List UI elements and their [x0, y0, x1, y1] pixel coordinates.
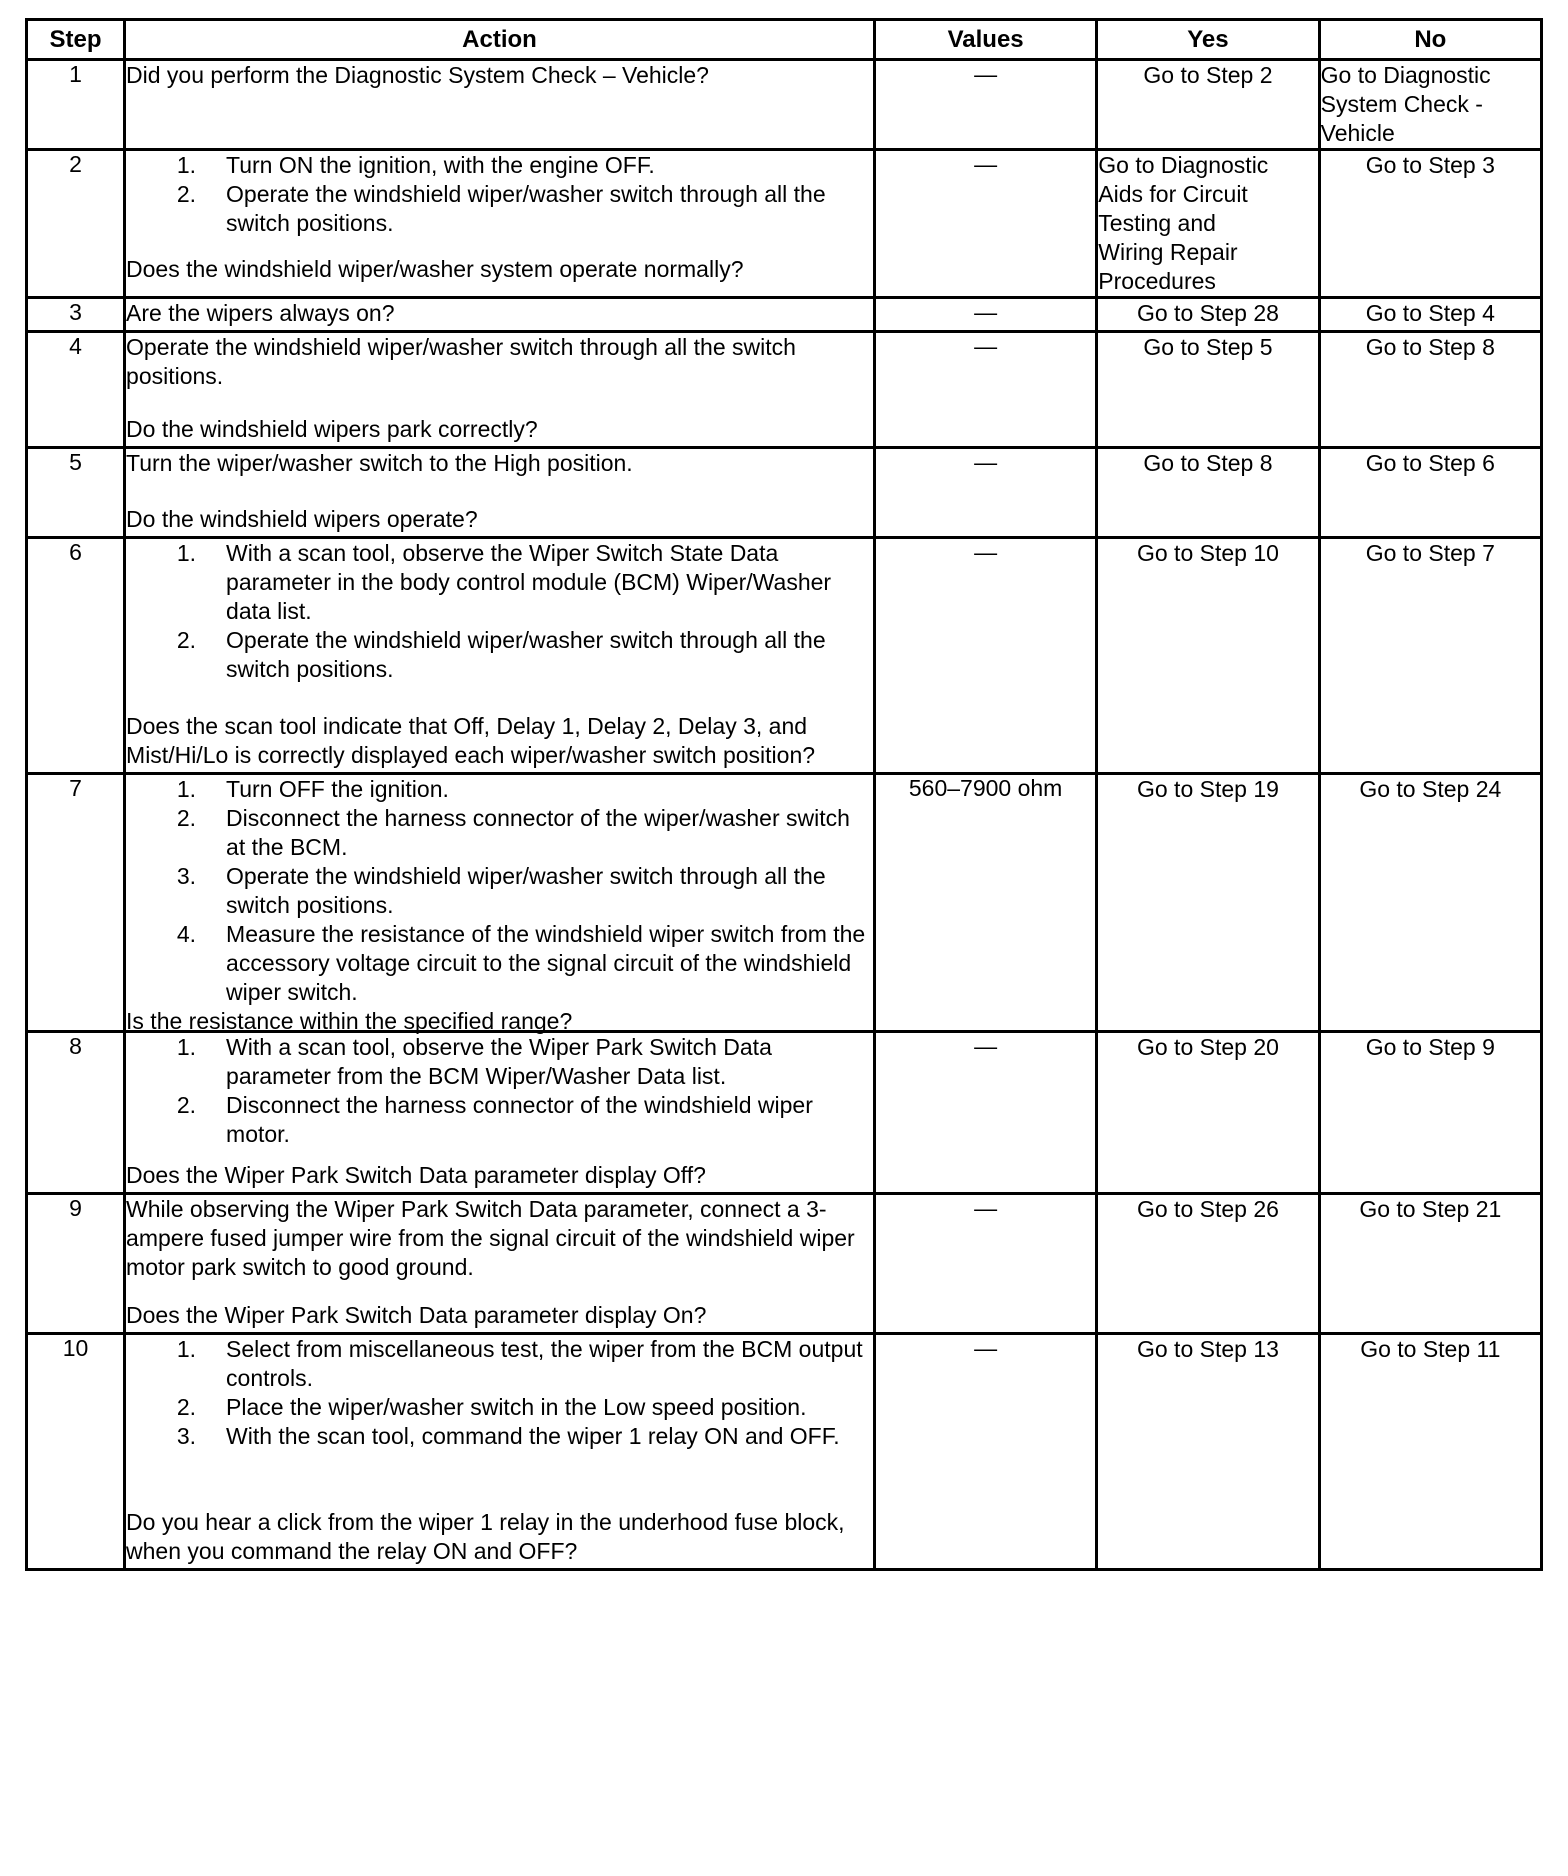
yes-action: Go to Step 26	[1097, 1194, 1319, 1334]
substep-text: Place the wiper/washer switch in the Low speed position.	[226, 1394, 807, 1420]
table-row	[27, 332, 1542, 448]
action-content	[126, 61, 873, 138]
substep-item	[126, 804, 873, 862]
yes-action: Go to Step 5	[1097, 332, 1319, 448]
action-top	[126, 61, 873, 90]
no-action: Go to Step 9	[1319, 1032, 1541, 1194]
substep-number: 2.	[176, 805, 197, 831]
action-question: Do the windshield wipers park correctly?	[126, 416, 538, 442]
action-cell	[125, 538, 875, 774]
action-content	[126, 449, 873, 534]
table-row	[27, 150, 1542, 298]
step-number: 8	[27, 1032, 125, 1194]
substep-text: Measure the resistance of the windshield wiper switch from the accessory voltage circuit to the signal circuit of the windshield wiper switch.	[226, 921, 866, 1005]
header-yes: Yes	[1097, 20, 1319, 60]
values-cell: —	[874, 1194, 1096, 1334]
step-number: 6	[27, 538, 125, 774]
substep-text: Operate the windshield wiper/washer switch through all the switch positions.	[226, 863, 826, 918]
action-question: Does the scan tool indicate that Off, Delay 1, Delay 2, Delay 3, and Mist/Hi/Lo is correctly displayed each wiper/washer switch position?	[126, 713, 816, 768]
action-content	[126, 1195, 873, 1330]
action-content	[126, 539, 873, 770]
action-question: Does the Wiper Park Switch Data parameter display Off?	[126, 1162, 706, 1188]
diagnostic-table	[25, 18, 1543, 1571]
action-intro: Turn the wiper/washer switch to the High position.	[126, 450, 633, 476]
table-row	[27, 1194, 1542, 1334]
header-row	[27, 20, 1542, 60]
substep-text: With a scan tool, observe the Wiper Switch State Data parameter in the body control module (BCM) Wiper/Washer data list.	[226, 540, 832, 624]
action-cell	[125, 774, 875, 1032]
action-question: Do the windshield wipers operate?	[126, 506, 478, 532]
substep-number: 2.	[176, 1394, 197, 1420]
action-cell	[125, 332, 875, 448]
action-cell	[125, 1032, 875, 1194]
action-content	[126, 333, 873, 444]
no-action: Go to Diagnostic System Check - Vehicle	[1319, 60, 1541, 150]
values-cell: 560–7900 ohm	[874, 774, 1096, 1032]
substep-item	[126, 1033, 873, 1091]
action-top	[126, 775, 873, 1007]
action-top	[126, 1335, 873, 1451]
step-number: 3	[27, 298, 125, 332]
substep-list	[126, 151, 873, 238]
table-row	[27, 774, 1542, 1032]
substep-item	[126, 626, 873, 684]
header-step: Step	[27, 20, 125, 60]
substep-item	[126, 1393, 873, 1422]
header-action: Action	[125, 20, 875, 60]
substep-list	[126, 1033, 873, 1149]
values-cell: —	[874, 60, 1096, 150]
substep-text: Select from miscellaneous test, the wiper from the BCM output controls.	[226, 1336, 863, 1391]
action-cell	[125, 1334, 875, 1570]
substep-item	[126, 1335, 873, 1393]
action-top	[126, 1195, 873, 1282]
substep-text: Operate the windshield wiper/washer switch through all the switch positions.	[226, 181, 826, 236]
action-top	[126, 539, 873, 684]
action-content	[126, 1335, 873, 1566]
substep-text: Disconnect the harness connector of the wiper/washer switch at the BCM.	[226, 805, 850, 860]
no-action: Go to Step 11	[1319, 1334, 1541, 1570]
no-action: Go to Step 3	[1319, 150, 1541, 298]
values-cell: —	[874, 1334, 1096, 1570]
table-row	[27, 298, 1542, 332]
action-cell	[125, 60, 875, 150]
substep-number: 1.	[176, 152, 197, 178]
step-number: 10	[27, 1334, 125, 1570]
yes-action: Go to Step 28	[1097, 298, 1319, 332]
step-number: 7	[27, 774, 125, 1032]
substep-list	[126, 775, 873, 1007]
substep-number: 3.	[176, 1423, 197, 1449]
substep-number: 1.	[176, 776, 197, 802]
table-row	[27, 60, 1542, 150]
header-no: No	[1319, 20, 1541, 60]
action-top	[126, 449, 873, 478]
no-action: Go to Step 4	[1319, 298, 1541, 332]
substep-item	[126, 1422, 873, 1451]
values-cell: —	[874, 298, 1096, 332]
action-content	[126, 151, 873, 284]
yes-action: Go to Step 2	[1097, 60, 1319, 150]
action-intro: Operate the windshield wiper/washer switch through all the switch positions.	[126, 334, 796, 389]
substep-number: 4.	[176, 921, 197, 947]
substep-item	[126, 862, 873, 920]
action-content	[126, 299, 873, 328]
step-number: 5	[27, 448, 125, 538]
table-row	[27, 1032, 1542, 1194]
action-cell	[125, 448, 875, 538]
no-action: Go to Step 21	[1319, 1194, 1541, 1334]
substep-text: Turn ON the ignition, with the engine OFF.	[226, 152, 655, 178]
substep-item	[126, 151, 873, 180]
yes-action: Go to Step 8	[1097, 448, 1319, 538]
substep-text: With a scan tool, observe the Wiper Park Switch Data parameter from the BCM Wiper/Washer Data list.	[226, 1034, 772, 1089]
action-top	[126, 1033, 873, 1149]
substep-item	[126, 920, 873, 1007]
substep-list	[126, 1335, 873, 1451]
values-cell: —	[874, 1032, 1096, 1194]
action-intro: While observing the Wiper Park Switch Data parameter, connect a 3-ampere fused jumper wire from the signal circuit of the windshield wiper motor park switch to good ground.	[126, 1196, 855, 1280]
no-action: Go to Step 6	[1319, 448, 1541, 538]
action-question: Is the resistance within the specified range?	[126, 1008, 573, 1034]
table-row	[27, 448, 1542, 538]
values-cell: —	[874, 538, 1096, 774]
table-row	[27, 538, 1542, 774]
action-content	[126, 1033, 873, 1190]
action-question: Are the wipers always on?	[126, 300, 395, 326]
substep-number: 1.	[176, 1336, 197, 1362]
no-action: Go to Step 7	[1319, 538, 1541, 774]
step-number: 1	[27, 60, 125, 150]
action-content	[126, 775, 873, 1034]
yes-action: Go to Step 20	[1097, 1032, 1319, 1194]
step-number: 4	[27, 332, 125, 448]
values-cell: —	[874, 448, 1096, 538]
substep-number: 1.	[176, 540, 197, 566]
substep-text: Operate the windshield wiper/washer switch through all the switch positions.	[226, 627, 826, 682]
action-cell	[125, 1194, 875, 1334]
substep-item	[126, 775, 873, 804]
action-cell	[125, 298, 875, 332]
substep-item	[126, 180, 873, 238]
action-question: Does the windshield wiper/washer system operate normally?	[126, 256, 744, 282]
step-number: 9	[27, 1194, 125, 1334]
substep-list	[126, 539, 873, 684]
substep-item	[126, 539, 873, 626]
step-number: 2	[27, 150, 125, 298]
substep-text: Turn OFF the ignition.	[226, 776, 449, 802]
substep-number: 3.	[176, 863, 197, 889]
substep-number: 2.	[176, 627, 197, 653]
no-action: Go to Step 24	[1319, 774, 1541, 1032]
yes-action: Go to Step 10	[1097, 538, 1319, 774]
action-question: Do you hear a click from the wiper 1 relay in the underhood fuse block, when you command the relay ON and OFF?	[126, 1509, 845, 1564]
action-intro: Did you perform the Diagnostic System Check – Vehicle?	[126, 62, 709, 88]
values-cell: —	[874, 150, 1096, 298]
action-question: Does the Wiper Park Switch Data parameter display On?	[126, 1302, 707, 1328]
values-cell: —	[874, 332, 1096, 448]
yes-action: Go to Diagnostic Aids for Circuit Testing and Wiring Repair Procedures	[1097, 150, 1319, 298]
substep-number: 2.	[176, 1092, 197, 1118]
table-row	[27, 1334, 1542, 1570]
no-action: Go to Step 8	[1319, 332, 1541, 448]
action-top	[126, 333, 873, 391]
substep-item	[126, 1091, 873, 1149]
action-top	[126, 151, 873, 238]
substep-number: 1.	[176, 1034, 197, 1060]
yes-action: Go to Step 19	[1097, 774, 1319, 1032]
substep-number: 2.	[176, 181, 197, 207]
substep-text: Disconnect the harness connector of the windshield wiper motor.	[226, 1092, 813, 1147]
substep-text: With the scan tool, command the wiper 1 relay ON and OFF.	[226, 1423, 840, 1449]
action-cell	[125, 150, 875, 298]
yes-action: Go to Step 13	[1097, 1334, 1319, 1570]
table-body	[27, 60, 1542, 1570]
header-values: Values	[874, 20, 1096, 60]
